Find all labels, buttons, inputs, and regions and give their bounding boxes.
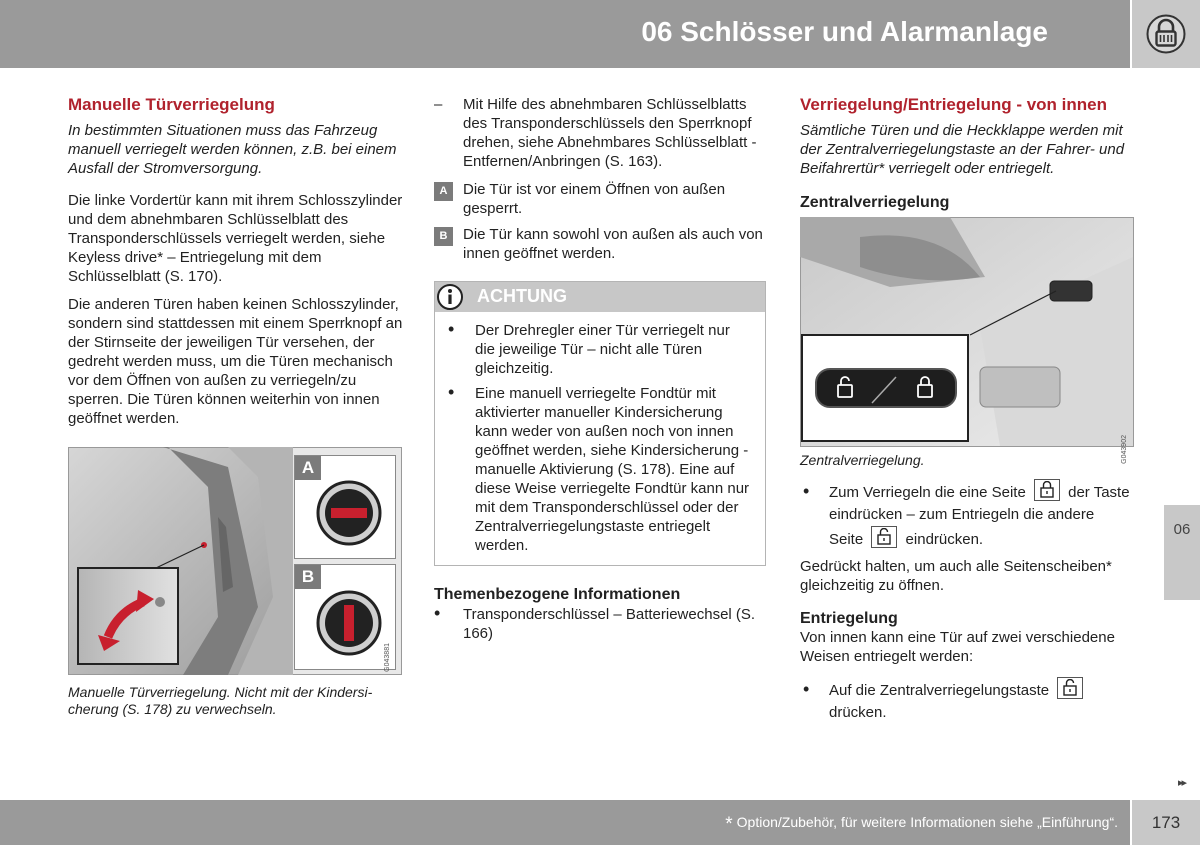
intro-text: In bestimmten Situationen muss das Fahrzeug manuell verriegelt werden können, z.B. bei einem Ausfall der Stromversorgung.	[68, 122, 397, 178]
warning-bullet-1-text: Der Drehregler einer Tür verriegelt nur die jeweilige Tür – nicht alle Türen gleichzeitig.	[475, 322, 730, 377]
chapter-side-tab-label: 06	[1173, 521, 1191, 538]
bullet-dot: •	[434, 603, 441, 624]
result-item-a-text: Die Tür ist vor einem Öffnen von außen gesperrt.	[463, 181, 726, 217]
footer-note	[725, 814, 1118, 836]
page-number: 173	[1151, 813, 1181, 832]
lock-instruction-item	[800, 479, 1132, 551]
lock-key-icon	[1034, 479, 1060, 501]
footer-note-text: Option/Zubehör, für weitere Informationen siehe „Einführung“.	[736, 814, 1118, 830]
result-item-b-text: Die Tür kann sowohl von außen als auch von innen geöffnet werden.	[463, 226, 763, 262]
badge-b: B	[434, 227, 453, 246]
unlock-key-icon	[1057, 677, 1083, 699]
figure-code: G043902	[1121, 434, 1128, 464]
paragraph-other-doors: Die anderen Türen haben keinen Schlosszylinder, sondern sind stattdessen mit einem Sperrknopf an der Stirnseite der jeweiligen Tür versehen, der gedreht werden muss, um die Türen mechanisch vor dem Öffnen von außen zu verriegeln/zu sperren. Die Türen können weiterhin von innen geöffnet werden.	[68, 296, 403, 428]
inset-b-label: B	[295, 565, 321, 589]
bullet-dot: •	[803, 480, 810, 501]
paragraph-hold: Gedrückt halten, um auch alle Seitenscheiben* gleichzeitig zu öffnen.	[800, 557, 1112, 594]
warning-body	[435, 312, 765, 565]
subheading-central-locking: Zentralverriegelung	[800, 194, 950, 212]
section-heading-inside-lock: Verriegelung/Entriegelung - von innen	[800, 95, 1107, 114]
warning-box	[434, 281, 766, 566]
unlock-instruction-item	[800, 677, 1132, 724]
related-info-link[interactable]: Transponderschlüssel – Batteriewechsel (S. 166)	[463, 606, 756, 643]
paragraph-unlock: Von innen kann eine Tür auf zwei verschiedene Weisen entriegelt werden:	[800, 628, 1115, 665]
badge-a: A	[434, 182, 453, 201]
knob-unlocked-icon	[295, 565, 395, 669]
warning-bullet-2-text: Eine manuell verriegelte Fondtür mit aktivierter manueller Kindersicherung kann weder von außen noch von innen geöffnet werden, siehe Kindersicherung - manuelle Aktivierung (S. 178). Eine auf diese Weise verriegelte Fondtür kann nur mit dem Transponderschlüssel oder der Zentralverriegelungstaste entriegelt werden.	[475, 385, 750, 554]
next-page-arrows-icon[interactable]: ▸▸	[1177, 777, 1185, 789]
manual-lock-figure	[68, 447, 402, 675]
warning-bullet-1	[445, 321, 753, 378]
unlock-key-icon	[871, 526, 897, 548]
column-right	[800, 95, 1132, 724]
bullet-dot: •	[803, 678, 810, 699]
central-lock-illustration	[800, 217, 1134, 447]
inset-a-label: A	[295, 456, 321, 480]
dash-list-item	[434, 95, 766, 171]
footer-bar	[0, 800, 1130, 845]
knob-locked-icon	[295, 456, 395, 558]
result-item-a	[434, 180, 766, 218]
figure-code: G043881	[384, 643, 391, 673]
warning-header	[435, 282, 765, 312]
related-info-item[interactable]	[434, 605, 766, 643]
padlock-icon	[1146, 14, 1186, 54]
warning-bullet-2	[445, 384, 753, 555]
inset-b	[294, 564, 396, 673]
intro-text: Sämtliche Türen und die Heckklappe werden mit der Zentralverriegelungstaste an der Fahrer- und Beifahrertür* verriegelt oder entriegelt.	[800, 122, 1125, 178]
result-item-b	[434, 225, 766, 263]
column-left	[68, 95, 404, 718]
lock-instruction-part-3: eindrücken.	[905, 530, 984, 548]
subheading-unlocking: Entriegelung	[800, 609, 898, 627]
chapter-side-tab[interactable]	[1164, 505, 1200, 600]
figure-caption: Manuelle Türverriegelung. Nicht mit der Kindersicherung (S. 178) zu verwechseln.	[68, 684, 373, 718]
chapter-header-bar	[0, 0, 1130, 68]
chapter-title: 06 Schlösser und Alarmanlage	[641, 16, 1048, 47]
warning-title: ACHTUNG	[477, 286, 567, 306]
footnote-star: *	[725, 814, 733, 835]
page-number-box	[1132, 800, 1200, 845]
paragraph-front-door: Die linke Vordertür kann mit ihrem Schlosszylinder und dem abnehmbaren Schlüsselblatt des Transponderschlüssels verriegelt werden, siehe Keyless drive* – Entriegelung mit dem Schlüsselblatt (S. 170).	[68, 192, 403, 286]
section-heading-manual-lock: Manuelle Türverriegelung	[68, 95, 275, 114]
inset-a	[294, 455, 396, 559]
lock-instruction-part-2: der Taste eindrücken – zum Entriegeln die andere Seite	[829, 483, 1130, 548]
related-info-heading: Themenbezogene Informationen	[434, 586, 681, 603]
chapter-icon-box	[1132, 0, 1200, 68]
dash-mark: –	[434, 96, 443, 113]
unlock-instruction-part-2: drücken.	[829, 703, 887, 721]
column-middle	[434, 95, 766, 643]
bullet-dot: •	[448, 382, 455, 402]
unlock-instruction-part-1: Auf die Zentralverriegelungstaste	[829, 681, 1050, 699]
info-icon	[435, 282, 465, 312]
dash-item-text: Mit Hilfe des abnehmbaren Schlüsselblatts des Transponderschlüssels den Sperrknopf drehen, siehe Abnehmbares Schlüsselblatt - Entfernen/Anbringen (S. 163).	[463, 96, 757, 170]
bullet-dot: •	[448, 319, 455, 339]
lock-instruction-part-1: Zum Verriegeln die eine Seite	[829, 483, 1026, 501]
figure-caption: Zentralverriegelung.	[800, 451, 925, 468]
